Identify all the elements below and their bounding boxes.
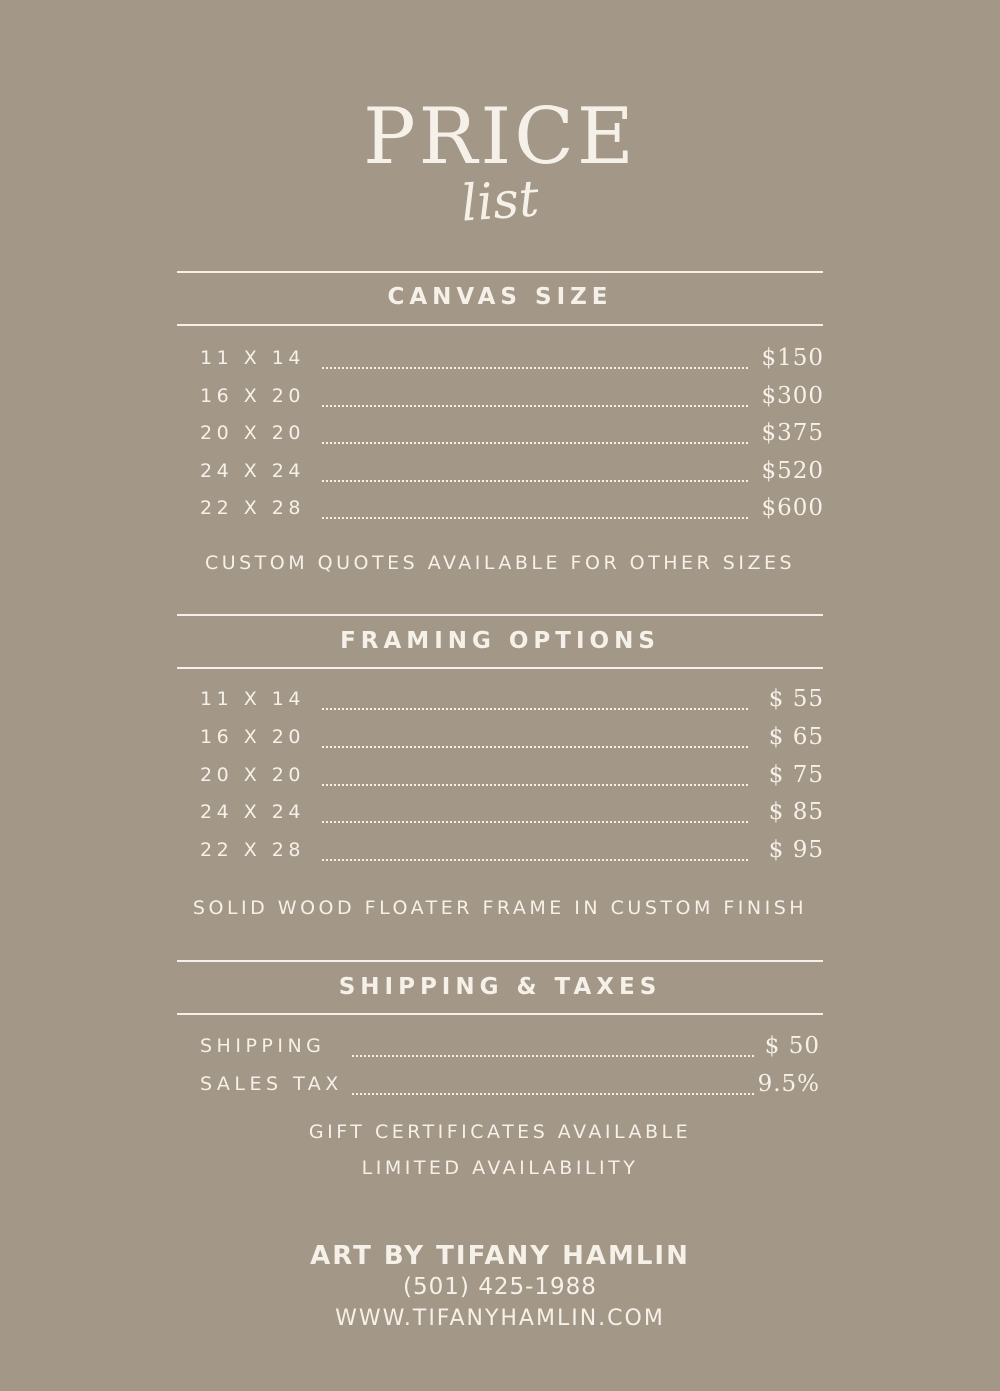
canvas-row [200, 497, 824, 531]
shipping-heading: SHIPPING & TAXES [338, 974, 662, 1000]
canvas-size: 22 X 28 [200, 497, 305, 519]
canvas-rule-bottom [177, 324, 823, 326]
shipping-row [200, 1035, 820, 1069]
framing-size: 22 X 28 [200, 839, 305, 861]
framing-rule-top [177, 614, 823, 616]
framing-price: $ 85 [768, 799, 824, 825]
framing-note: SOLID WOOD FLOATER FRAME IN CUSTOM FINISH [192, 897, 808, 919]
canvas-row [200, 385, 824, 419]
gift-certificates-note: GIFT CERTIFICATES AVAILABLE [308, 1121, 692, 1143]
dotted-leader [322, 442, 748, 444]
dotted-leader [322, 746, 748, 748]
framing-size: 20 X 20 [200, 764, 305, 786]
limited-availability-note: LIMITED AVAILABILITY [361, 1157, 639, 1179]
framing-size: 24 X 24 [200, 801, 305, 823]
canvas-size: 24 X 24 [200, 460, 305, 482]
canvas-size: 16 X 20 [200, 385, 305, 407]
tax-rate: 9.5% [757, 1071, 820, 1097]
framing-row [200, 839, 824, 873]
framing-row [200, 801, 824, 835]
tax-label: SALES TAX [200, 1073, 343, 1095]
dotted-leader [352, 1055, 754, 1057]
framing-price: $ 75 [768, 762, 824, 788]
canvas-heading: CANVAS SIZE [387, 284, 613, 310]
shipping-rule-top [177, 960, 823, 962]
framing-size: 16 X 20 [200, 726, 305, 748]
dotted-leader [322, 784, 748, 786]
framing-heading: FRAMING OPTIONS [340, 628, 660, 654]
framing-row [200, 764, 824, 798]
website-link[interactable]: WWW.TIFANYHAMLIN.COM [335, 1306, 665, 1331]
phone-number: (501) 425-1988 [403, 1274, 597, 1300]
canvas-note: CUSTOM QUOTES AVAILABLE FOR OTHER SIZES [204, 552, 796, 574]
canvas-row [200, 347, 824, 381]
canvas-price: $600 [761, 495, 824, 521]
dotted-leader [322, 405, 748, 407]
canvas-price: $375 [761, 420, 824, 446]
shipping-rule-bottom [177, 1013, 823, 1015]
framing-row [200, 688, 824, 722]
framing-row [200, 726, 824, 760]
dotted-leader [322, 517, 748, 519]
canvas-price: $300 [761, 383, 824, 409]
dotted-leader [322, 367, 748, 369]
canvas-size: 20 X 20 [200, 422, 305, 444]
framing-rule-bottom [177, 667, 823, 669]
page-title: PRICE [363, 92, 637, 182]
artist-name: ART BY TIFANY HAMLIN [310, 1241, 690, 1271]
dotted-leader [322, 859, 748, 861]
framing-price: $ 65 [768, 724, 824, 750]
framing-price: $ 95 [768, 837, 824, 863]
dotted-leader [322, 708, 748, 710]
shipping-price: $ 50 [764, 1033, 820, 1059]
canvas-price: $520 [761, 458, 824, 484]
dotted-leader [322, 480, 748, 482]
shipping-label: SHIPPING [200, 1035, 326, 1057]
canvas-row [200, 460, 824, 494]
framing-size: 11 X 14 [200, 688, 305, 710]
dotted-leader [322, 821, 748, 823]
dotted-leader [352, 1093, 754, 1095]
canvas-rule-top [177, 271, 823, 273]
canvas-size: 11 X 14 [200, 347, 305, 369]
page-subtitle-script: list [459, 169, 541, 233]
canvas-row [200, 422, 824, 456]
tax-row [200, 1073, 820, 1107]
framing-price: $ 55 [768, 686, 824, 712]
canvas-price: $150 [761, 345, 824, 371]
